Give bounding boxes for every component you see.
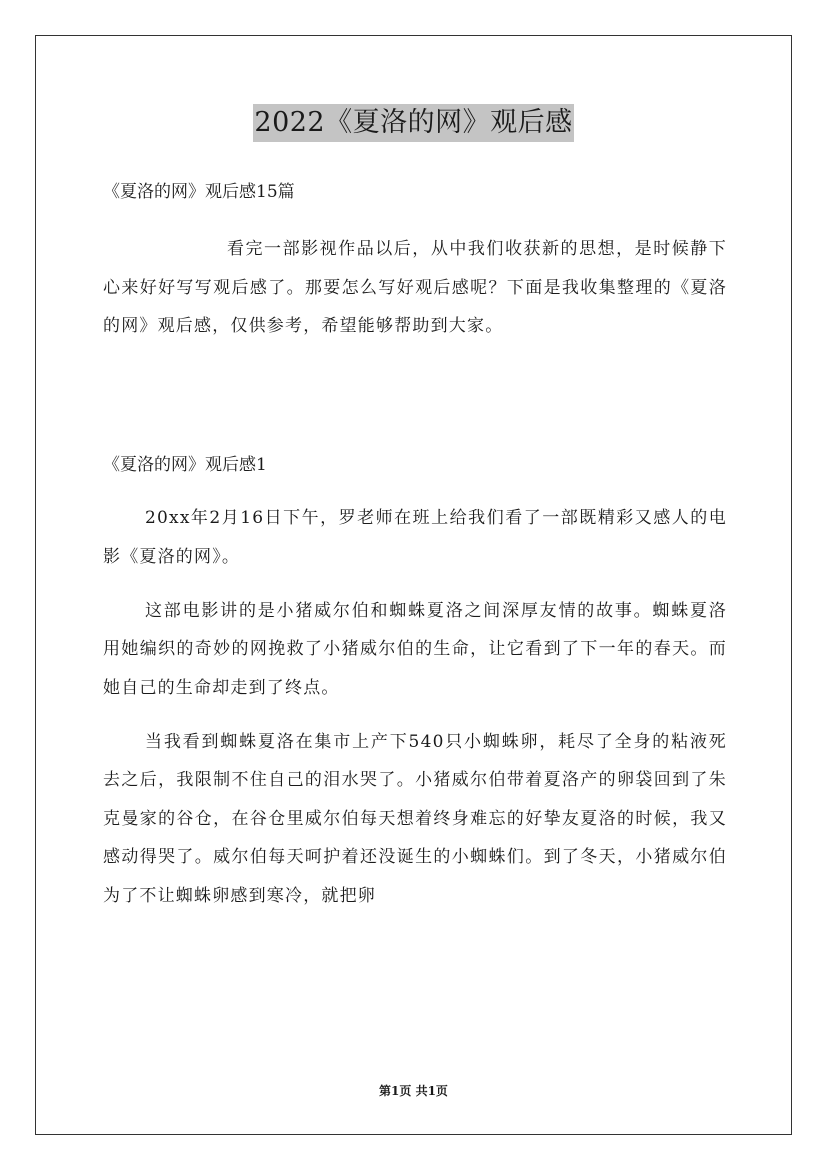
body-paragraph: 这部电影讲的是小猪威尔伯和蜘蛛夏洛之间深厚友情的故事。蜘蛛夏洛用她编织的奇妙的网挽救了小猪威尔伯的生命，让它看到了下一年的春天。而她自己的生命却走到了终点。 <box>103 600 727 698</box>
intro-paragraph: 看完一部影视作品以后，从中我们收获新的思想，是时候静下心来好好写写观后感了。那要怎么写好观后感呢？下面是我收集整理的《夏洛的网》观后感，仅供参考，希望能够帮助到大家。 <box>103 239 727 336</box>
section-heading: 《夏洛的网》观后感1 <box>103 455 267 475</box>
document-title: 2022《夏洛的网》观后感 <box>253 104 573 142</box>
body-paragraph: 当我看到蜘蛛夏洛在集市上产下540只小蜘蛛卵，耗尽了全身的粘液死去之后，我限制不住自己的泪水哭了。小猪威尔伯带着夏洛产的卵袋回到了朱克曼家的谷仓，在谷仓里威尔伯每天想着终身难忘的好挚友夏洛的时候，我又感动得哭了。威尔伯每天呵护着还没诞生的小蜘蛛们。到了冬天，小猪威尔伯为了不让蜘蛛卵感到寒冷，就把卵 <box>103 731 727 906</box>
page-footer: 第1页 共1页 <box>379 1084 448 1098</box>
body-text <box>103 499 727 931</box>
document-subtitle: 《夏洛的网》观后感15篇 <box>103 182 295 202</box>
body-paragraph: 20xx年2月16日下午，罗老师在班上给我们看了一部既精彩又感人的电影《夏洛的网》。 <box>103 508 727 567</box>
title-container <box>0 104 827 142</box>
